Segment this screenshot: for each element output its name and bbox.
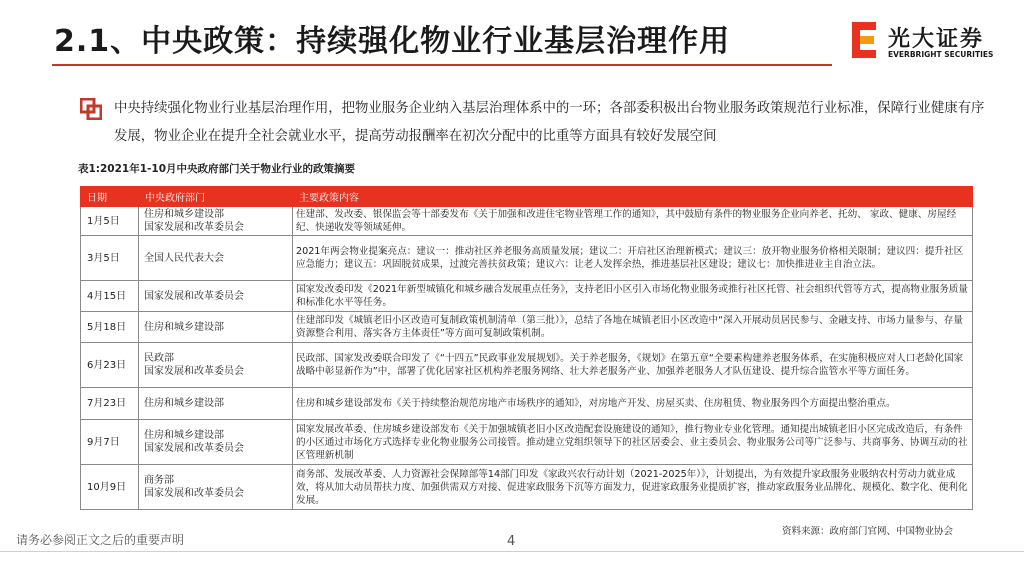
table-row [81, 236, 973, 281]
row-content: 住建部、发改委、银保监会等十部委发布《关于加强和改进住宅物业管理工作的通知》，其中鼓励有条件的物业服务企业向养老、托幼、 家政、健康、房屋经纪、快递收发等领域延伸。 [293, 207, 973, 236]
header-dept: 中央政府部门 [139, 187, 293, 207]
row-content: 住建部印发《城镇老旧小区改造可复制政策机制清单（第三批）》，总结了各地在城镇老旧小区改造中“深入开展动员居民参与、金融支持、市场力量参与、存量资源整合利用、落实各方主体责任”等方面可复制政策机制。 [293, 312, 973, 343]
header-content: 主要政策内容 [293, 187, 973, 207]
source-note: 资料来源：政府部门官网、中国物业协会 [782, 526, 954, 537]
row-date: 6月23日 [81, 343, 139, 388]
row-content: 民政部、国家发改委联合印发了《“十四五”民政事业发展规划》。关于养老服务，《规划》在第五章“全要素构建养老服务体系，在实施积极应对人口老龄化国家战略中彰显新作为”中，部署了优化居家社区机构养老服务网络、壮大养老服务产业、加强养老服务人才队伍建设、提升综合监管水平等方面任务。 [293, 343, 973, 388]
row-dept: 民政部 国家发展和改革委员会 [139, 343, 293, 388]
page-number: 4 [507, 534, 516, 549]
row-content: 住房和城乡建设部发布《关于持续整治规范房地产市场秩序的通知》，对房地产开发、房屋买卖、住房租赁、物业服务四个方面提出整治重点。 [293, 388, 973, 420]
everbright-logo-icon [850, 20, 880, 60]
table-row [81, 312, 973, 343]
footer-disclaimer: 请务必参阅正文之后的重要声明 [16, 533, 185, 547]
brand-logo [850, 20, 1010, 64]
brand-name-cn: 光大证券 [888, 27, 985, 52]
table-row [81, 388, 973, 420]
row-date: 1月5日 [81, 207, 139, 236]
footer-divider [0, 551, 1024, 552]
page-title: 2.1、中央政策：持续强化物业行业基层治理作用 [54, 24, 731, 59]
row-content: 商务部、发展改革委、人力资源社会保障部等14部门印发《家政兴农行动计划（2021-2025年）》，计划提出，为有效提升家政服务业吸纳农村劳动力就业成效，将从加大动员帮扶力度、加强供需双方对接、促进家政服务下沉等方面发力，促进家政服务业提质扩容，推动家政服务业品牌化、规模化、数字化、便利化发展。 [293, 465, 973, 510]
table-row [81, 420, 973, 465]
table-caption: 表1:2021年1-10月中央政府部门关于物业行业的政策摘要 [78, 163, 356, 175]
table-row [81, 281, 973, 312]
row-dept: 住房和城乡建设部 国家发展和改革委员会 [139, 420, 293, 465]
table-row [81, 465, 973, 510]
header-date: 日期 [81, 187, 139, 207]
bullet-square-icon [80, 98, 102, 120]
table-row [81, 343, 973, 388]
row-dept: 住房和城乡建设部 [139, 388, 293, 420]
row-dept: 商务部 国家发展和改革委员会 [139, 465, 293, 510]
row-date: 7月23日 [81, 388, 139, 420]
title-divider [52, 64, 832, 66]
table-header-row [81, 187, 973, 207]
row-date: 9月7日 [81, 420, 139, 465]
brand-name-en: EVERBRIGHT SECURITIES [888, 50, 994, 59]
row-date: 3月5日 [81, 236, 139, 281]
row-dept: 住房和城乡建设部 [139, 312, 293, 343]
row-dept: 住房和城乡建设部 国家发展和改革委员会 [139, 207, 293, 236]
row-date: 10月9日 [81, 465, 139, 510]
table-row [81, 207, 973, 236]
row-date: 5月18日 [81, 312, 139, 343]
row-dept: 全国人民代表大会 [139, 236, 293, 281]
intro-paragraph: 中央持续强化物业行业基层治理作用，把物业服务企业纳入基层治理体系中的一环；各部委积极出台物业服务政策规范行业标准，保障行业健康有序发展，物业企业在提升全社会就业水平，提高劳动报酬率在初次分配中的比重等方面具有较好发展空间 [114, 101, 985, 144]
row-content: 2021年两会物业提案亮点：建议一：推动社区养老服务高质量发展；建议二：开启社区治理新模式；建议三：放开物业服务价格相关限制；建议四：提升社区应急能力；建议五：巩固脱贫成果，过渡完善扶贫政策；建议六：让老人发挥余热，推进基层社区建设；建议七：加快推进业主自治立法。 [293, 236, 973, 281]
row-dept: 国家发展和改革委员会 [139, 281, 293, 312]
row-date: 4月15日 [81, 281, 139, 312]
row-content: 国家发展改革委、住房城乡建设部发布《关于加强城镇老旧小区改造配套设施建设的通知》，推行物业专业化管理。通知提出城镇老旧小区完成改造后，有条件的小区通过市场化方式选择专业化物业服务公司接管。推动建立党组织领导下的社区居委会、业主委员会、物业服务公司等广泛参与、共商事务、协调互动的社区管理新机制 [293, 420, 973, 465]
row-content: 国家发改委印发《2021年新型城镇化和城乡融合发展重点任务》，支持老旧小区引入市场化物业服务或推行社区托管、社会组织代管等方式，提高物业服务质量和标准化水平等任务。 [293, 281, 973, 312]
policy-table [80, 186, 973, 510]
